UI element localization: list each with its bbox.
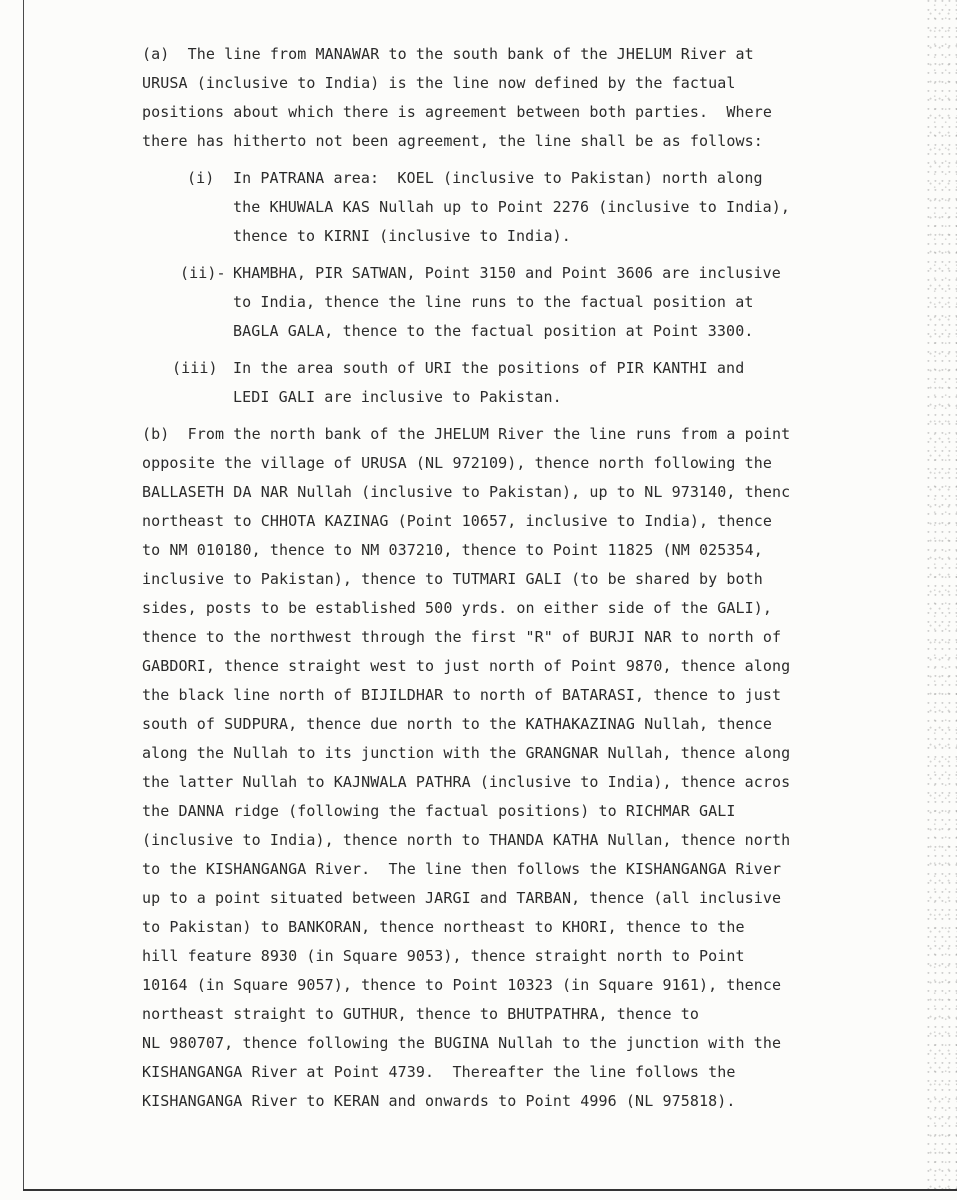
paragraph-b-line: hill feature 8930 (in Square 9053), thence straight north to Point xyxy=(142,947,745,965)
paragraph-b-line: the DANNA ridge (following the factual positions) to RICHMAR GALI xyxy=(142,802,736,820)
paragraph-a-line: (a) The line from MANAWAR to the south bank of the JHELUM River at xyxy=(142,45,754,63)
paragraph-b-line: the black line north of BIJILDHAR to north of BATARASI, thence to just xyxy=(142,686,782,704)
paragraph-b-line: thence to the northwest through the first "R" of BURJI NAR to north of xyxy=(142,628,782,646)
paragraph-b-line: NL 980707, thence following the BUGINA Nullah to the junction with the xyxy=(142,1034,782,1052)
page-edge-rule xyxy=(23,0,24,1190)
sub-item-i xyxy=(142,164,802,251)
paragraph-a-line: URUSA (inclusive to India) is the line now defined by the factual xyxy=(142,74,736,92)
paragraph-b xyxy=(142,420,802,1116)
sub-item-line: to India, thence the line runs to the factual position at xyxy=(233,293,754,311)
sub-item-line: LEDI GALI are inclusive to Pakistan. xyxy=(233,388,562,406)
sub-item-line: In the area south of URI the positions of PIR KANTHI and xyxy=(233,359,745,377)
paragraph-b-line: inclusive to Pakistan), thence to TUTMARI GALI (to be shared by both xyxy=(142,570,763,588)
paragraph-b-line: northeast straight to GUTHUR, thence to BHUTPATHRA, thence to xyxy=(142,1005,699,1023)
paragraph-b-line: to Pakistan) to BANKORAN, thence northeast to KHORI, thence to the xyxy=(142,918,745,936)
paragraph-b-line: BALLASETH DA NAR Nullah (inclusive to Pakistan), up to NL 973140, thenc xyxy=(142,483,791,501)
paragraph-b-line: (b) From the north bank of the JHELUM River the line runs from a point xyxy=(142,425,791,443)
sub-item-ii xyxy=(142,259,802,346)
paragraph-b-line: KISHANGANGA River to KERAN and onwards to Point 4996 (NL 975818). xyxy=(142,1092,736,1110)
paragraph-b-line: to the KISHANGANGA River. The line then follows the KISHANGANGA River xyxy=(142,860,782,878)
paragraph-a xyxy=(142,40,802,412)
sub-item-marker: (ii)- xyxy=(180,264,226,282)
sub-item-line: BAGLA GALA, thence to the factual position at Point 3300. xyxy=(233,322,754,340)
paragraph-b-line: northeast to CHHOTA KAZINAG (Point 10657, inclusive to India), thence xyxy=(142,512,773,530)
paragraph-b-line: south of SUDPURA, thence due north to the KATHAKAZINAG Nullah, thence xyxy=(142,715,773,733)
paragraph-b-line: KISHANGANGA River at Point 4739. Thereafter the line follows the xyxy=(142,1063,736,1081)
sub-item-line: KHAMBHA, PIR SATWAN, Point 3150 and Point 3606 are inclusive xyxy=(233,264,781,282)
paragraph-a-line: positions about which there is agreement between both parties. Where xyxy=(142,103,773,121)
paragraph-b-line: opposite the village of URUSA (NL 972109), thence north following the xyxy=(142,454,773,472)
sub-item-line: thence to KIRNI (inclusive to India). xyxy=(233,227,571,245)
sub-item-line: In PATRANA area: KOEL (inclusive to Pakistan) north along xyxy=(233,169,763,187)
paragraph-b-line: to NM 010180, thence to NM 037210, thence to Point 11825 (NM 025354, xyxy=(142,541,763,559)
paragraph-b-line: GABDORI, thence straight west to just north of Point 9870, thence along xyxy=(142,657,791,675)
paragraph-b-line: sides, posts to be established 500 yrds. on either side of the GALI), xyxy=(142,599,773,617)
document-text xyxy=(142,40,802,1116)
paragraph-b-line: (inclusive to India), thence north to THANDA KATHA Nullan, thence north xyxy=(142,831,791,849)
sub-item-marker: (iii) xyxy=(172,359,218,377)
scan-noise-strip xyxy=(927,0,957,1190)
page-bottom-rule xyxy=(23,1189,957,1191)
paragraph-b-line: along the Nullah to its junction with the GRANGNAR Nullah, thence along xyxy=(142,744,791,762)
sub-item-iii xyxy=(142,354,802,412)
sub-item-line: the KHUWALA KAS Nullah up to Point 2276 (inclusive to India), xyxy=(233,198,790,216)
sub-item-marker: (i) xyxy=(187,169,215,187)
paragraph-b-line: up to a point situated between JARGI and TARBAN, thence (all inclusive xyxy=(142,889,782,907)
paragraph-b-line: the latter Nullah to KAJNWALA PATHRA (inclusive to India), thence acros xyxy=(142,773,791,791)
paragraph-a-line: there has hitherto not been agreement, the line shall be as follows: xyxy=(142,132,763,150)
paragraph-b-line: 10164 (in Square 9057), thence to Point 10323 (in Square 9161), thence xyxy=(142,976,782,994)
